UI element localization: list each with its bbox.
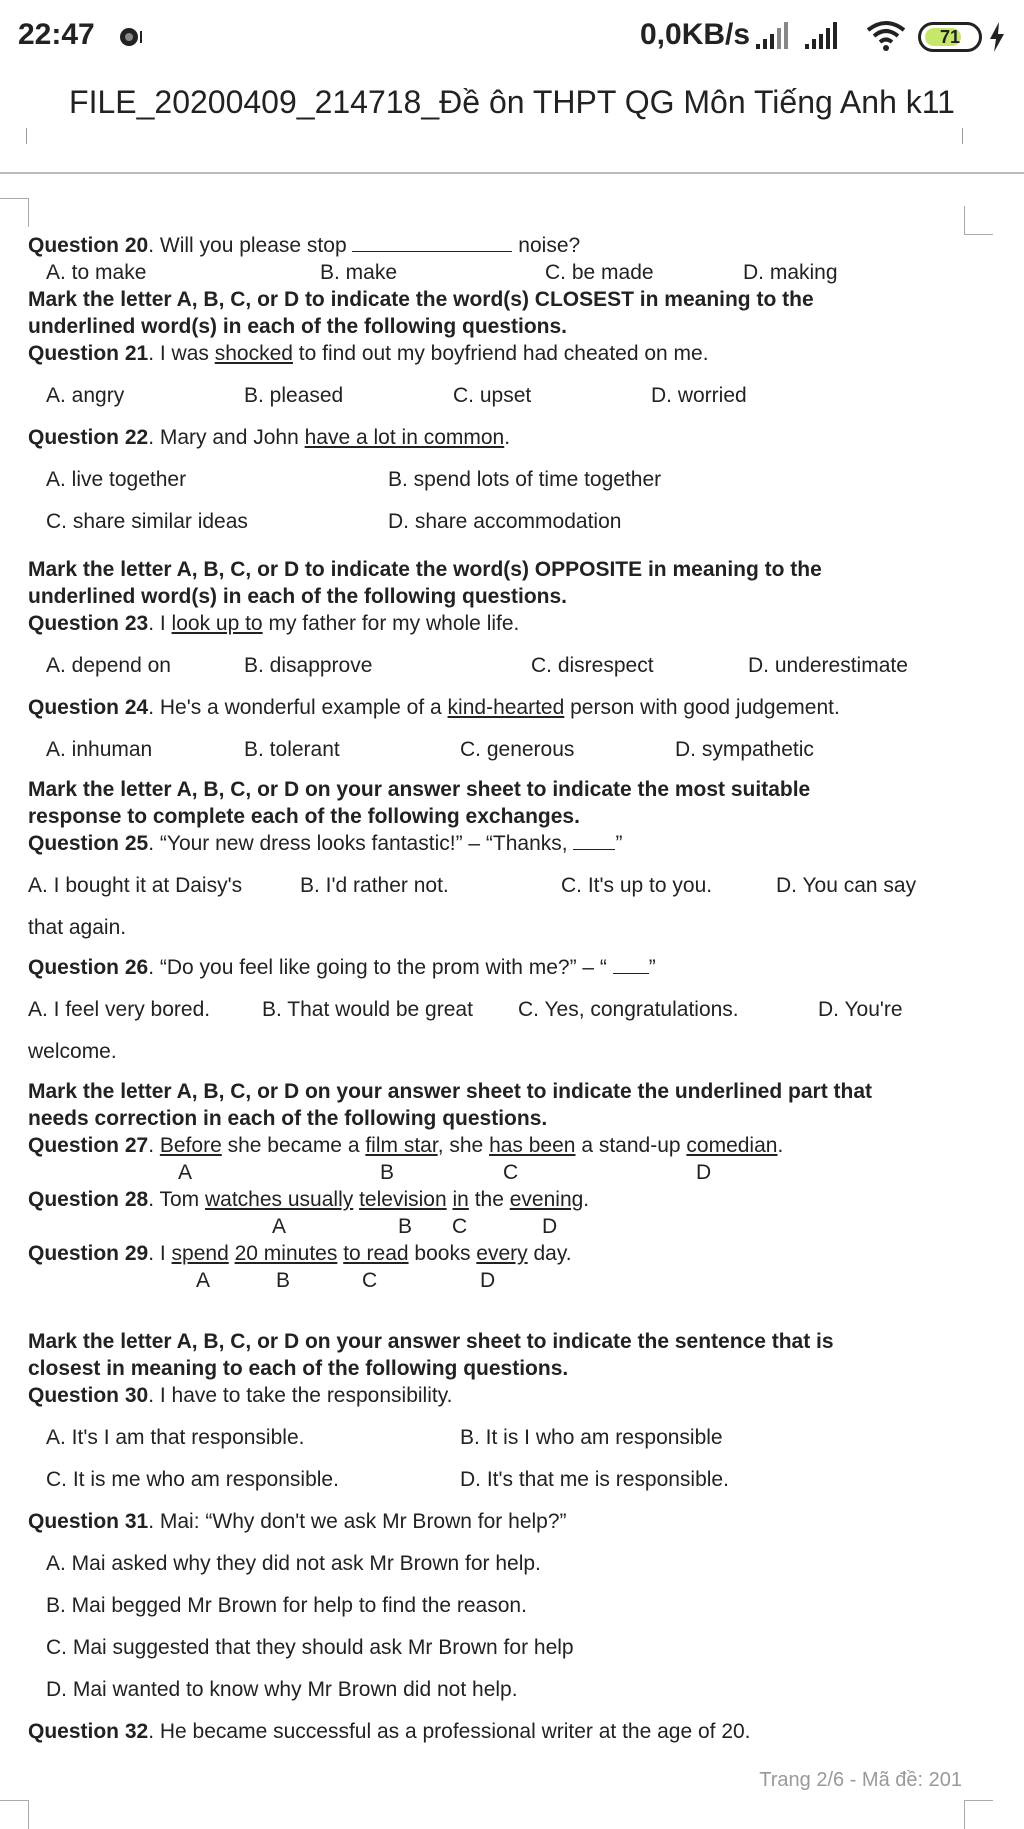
instruction-correction: needs correction in each of the following questions. bbox=[28, 1107, 548, 1130]
underlined-part-d: comedian bbox=[686, 1134, 778, 1157]
wifi-icon bbox=[866, 20, 906, 52]
underlined-part-c: has been bbox=[489, 1134, 576, 1157]
clock: 22:47 bbox=[18, 18, 95, 51]
letter-c: C bbox=[362, 1269, 378, 1292]
question-25 bbox=[28, 830, 622, 857]
option-a: A. depend on bbox=[46, 654, 171, 677]
option-c: C. upset bbox=[453, 384, 532, 407]
question-21 bbox=[28, 340, 709, 367]
question-text: . I bbox=[148, 612, 172, 635]
document-title: FILE_20200409_214718_Đề ôn THPT QG Môn Tiếng Anh k11 bbox=[69, 84, 955, 120]
question-text: person with good judgement. bbox=[564, 696, 840, 719]
option-c: C. It is me who am responsible. bbox=[46, 1468, 339, 1491]
option-a: A. Mai asked why they did not ask Mr Brown for help. bbox=[46, 1552, 541, 1575]
option-b: B. I'd rather not. bbox=[300, 874, 449, 897]
letter-b: B bbox=[398, 1215, 413, 1238]
question-text: noise? bbox=[512, 234, 581, 257]
underlined-part-a: watches usually bbox=[205, 1188, 354, 1211]
underlined-word: shocked bbox=[214, 342, 293, 365]
underlined-word: kind-hearted bbox=[447, 696, 565, 719]
option-d: D. You can say bbox=[776, 874, 917, 897]
page-footer: Trang 2/6 - Mã đề: 201 bbox=[759, 1769, 962, 1791]
page-divider bbox=[0, 172, 1024, 174]
letter-d: D bbox=[480, 1269, 496, 1292]
question-number: Question 28 bbox=[28, 1188, 149, 1211]
crop-mark bbox=[0, 198, 29, 227]
option-c: C. be made bbox=[545, 261, 654, 284]
question-text: , she bbox=[437, 1134, 490, 1157]
question-text: a stand-up bbox=[575, 1134, 687, 1157]
question-text: day. bbox=[527, 1242, 572, 1265]
option-c: C. generous bbox=[460, 738, 575, 761]
option-c: C. share similar ideas bbox=[46, 510, 248, 533]
crop-mark bbox=[964, 1800, 993, 1829]
question-text: . “Do you feel like going to the prom with me?” – “ bbox=[148, 956, 613, 979]
option-d: D. sympathetic bbox=[675, 738, 814, 761]
question-text: . bbox=[504, 426, 511, 449]
notification-icon bbox=[118, 26, 144, 48]
question-number: Question 24 bbox=[28, 696, 149, 719]
battery-level: 71 bbox=[939, 27, 961, 47]
crop-mark bbox=[0, 1800, 29, 1829]
option-b: B. tolerant bbox=[244, 738, 340, 761]
question-text: . I was bbox=[148, 342, 215, 365]
option-a: A. I bought it at Daisy's bbox=[28, 874, 243, 897]
question-31 bbox=[28, 1508, 567, 1535]
instruction-closest: Mark the letter A, B, C, or D to indicate the word(s) CLOSEST in meaning to the bbox=[28, 288, 814, 311]
option-b: B. pleased bbox=[244, 384, 344, 407]
letter-a: A bbox=[178, 1161, 193, 1184]
option-c: C. Yes, congratulations. bbox=[518, 998, 739, 1021]
underlined-part-b: film star bbox=[365, 1134, 438, 1157]
instruction-closest-sentence: Mark the letter A, B, C, or D on your answer sheet to indicate the sentence that is bbox=[28, 1330, 834, 1353]
question-29 bbox=[28, 1240, 572, 1267]
question-23 bbox=[28, 610, 519, 637]
question-text: . bbox=[583, 1188, 590, 1211]
option-c: C. Mai suggested that they should ask Mr Brown for help bbox=[46, 1636, 574, 1659]
page-edge-mark bbox=[962, 128, 963, 144]
option-b: B. make bbox=[320, 261, 398, 284]
question-text: . Mai: “Why don't we ask Mr Brown for help?” bbox=[148, 1510, 567, 1533]
underlined-word: look up to bbox=[171, 612, 263, 635]
letter-d: D bbox=[696, 1161, 712, 1184]
question-20 bbox=[28, 232, 580, 259]
option-b: B. That would be great bbox=[262, 998, 473, 1021]
instruction-opposite: Mark the letter A, B, C, or D to indicate the word(s) OPPOSITE in meaning to the bbox=[28, 558, 822, 581]
question-text: she became a bbox=[221, 1134, 366, 1157]
letter-b: B bbox=[276, 1269, 291, 1292]
option-a: A. inhuman bbox=[46, 738, 153, 761]
question-text: my father for my whole life. bbox=[262, 612, 520, 635]
underlined-part-a: spend bbox=[171, 1242, 229, 1265]
instruction-opposite: underlined word(s) in each of the following questions. bbox=[28, 585, 568, 608]
question-text: ” bbox=[648, 956, 656, 979]
option-b: B. Mai begged Mr Brown for help to find the reason. bbox=[46, 1594, 527, 1617]
question-number: Question 32 bbox=[28, 1720, 149, 1743]
underlined-word: have a lot in common bbox=[304, 426, 505, 449]
letter-a: A bbox=[196, 1269, 211, 1292]
question-number: Question 30 bbox=[28, 1384, 149, 1407]
underlined-part-b: 20 minutes bbox=[234, 1242, 338, 1265]
instruction-closest-sentence: closest in meaning to each of the following questions. bbox=[28, 1357, 569, 1380]
option-d-continued: that again. bbox=[28, 916, 127, 939]
option-d: D. worried bbox=[651, 384, 747, 407]
instruction-correction: Mark the letter A, B, C, or D on your answer sheet to indicate the underlined part that bbox=[28, 1080, 873, 1103]
option-a: A. to make bbox=[46, 261, 147, 284]
crop-mark bbox=[964, 206, 993, 235]
question-number: Question 27 bbox=[28, 1134, 149, 1157]
question-number: Question 21 bbox=[28, 342, 149, 365]
question-number: Question 25 bbox=[28, 832, 149, 855]
instruction-response: Mark the letter A, B, C, or D on your answer sheet to indicate the most suitable bbox=[28, 778, 811, 801]
option-d: D. making bbox=[743, 261, 838, 284]
answer-blank bbox=[613, 973, 649, 974]
question-text: . “Your new dress looks fantastic!” – “Thanks, bbox=[148, 832, 574, 855]
status-bar bbox=[0, 0, 1024, 76]
option-a: A. I feel very bored. bbox=[28, 998, 211, 1021]
question-number: Question 29 bbox=[28, 1242, 149, 1265]
question-text: . I bbox=[148, 1242, 172, 1265]
question-text: the bbox=[468, 1188, 510, 1211]
question-text: . He's a wonderful example of a bbox=[148, 696, 448, 719]
page-edge-mark bbox=[26, 128, 27, 144]
option-b: B. disapprove bbox=[244, 654, 373, 677]
signal-icon-sim2 bbox=[805, 22, 845, 50]
option-a: A. angry bbox=[46, 384, 125, 407]
underlined-part-c: in bbox=[452, 1188, 469, 1211]
question-22 bbox=[28, 424, 510, 451]
question-number: Question 20 bbox=[28, 234, 149, 257]
charging-icon bbox=[988, 22, 1006, 52]
underlined-part-d: every bbox=[476, 1242, 528, 1265]
answer-blank bbox=[573, 849, 615, 850]
question-text: to find out my boyfriend had cheated on me. bbox=[292, 342, 709, 365]
question-text: . Will you please stop bbox=[148, 234, 353, 257]
option-b: B. It is I who am responsible bbox=[460, 1426, 723, 1449]
option-a: A. It's I am that responsible. bbox=[46, 1426, 305, 1449]
letter-d: D bbox=[542, 1215, 558, 1238]
option-d: D. Mai wanted to know why Mr Brown did not help. bbox=[46, 1678, 518, 1701]
question-text: . I have to take the responsibility. bbox=[148, 1384, 453, 1407]
underlined-part-d: evening bbox=[509, 1188, 584, 1211]
question-number: Question 23 bbox=[28, 612, 149, 635]
question-27 bbox=[28, 1132, 783, 1159]
question-text: . He became successful as a professional writer at the age of 20. bbox=[148, 1720, 751, 1743]
question-32 bbox=[28, 1718, 751, 1745]
underlined-part-a: Before bbox=[159, 1134, 222, 1157]
question-number: Question 22 bbox=[28, 426, 149, 449]
question-text: books bbox=[408, 1242, 477, 1265]
question-text: ” bbox=[615, 832, 623, 855]
instruction-closest: underlined word(s) in each of the following questions. bbox=[28, 315, 568, 338]
battery-icon bbox=[918, 22, 982, 52]
question-30 bbox=[28, 1382, 452, 1409]
question-text: . Mary and John bbox=[148, 426, 305, 449]
question-number: Question 31 bbox=[28, 1510, 149, 1533]
option-d: D. It's that me is responsible. bbox=[460, 1468, 729, 1491]
question-text: . bbox=[148, 1134, 160, 1157]
signal-icon-sim1 bbox=[756, 22, 794, 50]
question-26 bbox=[28, 954, 656, 981]
letter-b: B bbox=[380, 1161, 395, 1184]
question-28 bbox=[28, 1186, 589, 1213]
option-b: B. spend lots of time together bbox=[388, 468, 662, 491]
letter-c: C bbox=[452, 1215, 468, 1238]
question-text: . Tom bbox=[148, 1188, 205, 1211]
option-d: D. underestimate bbox=[748, 654, 908, 677]
question-number: Question 26 bbox=[28, 956, 149, 979]
option-d: D. You're bbox=[818, 998, 903, 1021]
option-c: C. disrespect bbox=[531, 654, 654, 677]
letter-a: A bbox=[272, 1215, 287, 1238]
question-text: . bbox=[777, 1134, 784, 1157]
underlined-part-c: to read bbox=[343, 1242, 409, 1265]
answer-blank bbox=[352, 251, 512, 252]
network-speed: 0,0KB/s bbox=[640, 18, 751, 51]
option-d: D. share accommodation bbox=[388, 510, 622, 533]
question-24 bbox=[28, 694, 840, 721]
instruction-response: response to complete each of the following exchanges. bbox=[28, 805, 580, 828]
option-d-continued: welcome. bbox=[28, 1040, 117, 1063]
option-a: A. live together bbox=[46, 468, 187, 491]
option-c: C. It's up to you. bbox=[561, 874, 713, 897]
letter-c: C bbox=[503, 1161, 519, 1184]
underlined-part-b: television bbox=[359, 1188, 447, 1211]
